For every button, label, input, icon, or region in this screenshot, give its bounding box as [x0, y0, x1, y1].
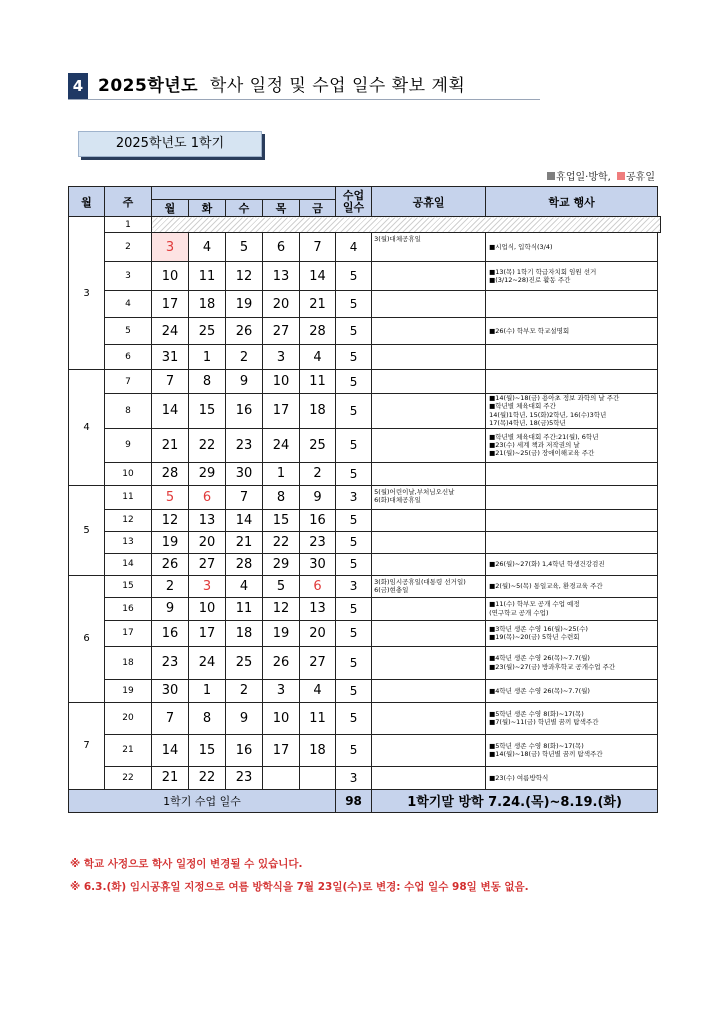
holiday-cell: [372, 620, 486, 646]
day-cell: 28: [226, 553, 263, 575]
table-row: [69, 291, 661, 318]
events-cell: [486, 370, 658, 394]
events-cell: [486, 318, 658, 345]
day-cell: [263, 766, 300, 789]
day-cell: 15: [189, 734, 226, 766]
day-cell: 14: [152, 734, 189, 766]
day-cell: 18: [226, 620, 263, 646]
pre-semester-hatch: [152, 217, 661, 233]
week-cell: 20: [105, 702, 152, 734]
holiday-cell: [372, 462, 486, 485]
week-cell: 5: [105, 318, 152, 345]
table-row: [69, 531, 661, 553]
day-cell: 4: [226, 575, 263, 597]
day-cell: 6: [189, 485, 226, 509]
events-cell: [486, 345, 658, 370]
week-cell: 21: [105, 734, 152, 766]
day-cell: 19: [226, 291, 263, 318]
holiday-cell: [372, 553, 486, 575]
table-row: [69, 262, 661, 291]
events-cell: [486, 233, 658, 262]
day-cell: 10: [263, 702, 300, 734]
events-cell: [486, 531, 658, 553]
class-days-cell: 5: [336, 509, 372, 531]
event-item: ■5학년 생존 수영 8(화)~17(목): [489, 741, 584, 750]
week-cell: 8: [105, 394, 152, 429]
day-cell: 11: [226, 597, 263, 620]
month-cell: 4: [69, 370, 105, 486]
day-cell: 19: [263, 620, 300, 646]
note-1: ※ 학교 사정으로 학사 일정이 변경될 수 있습니다.: [70, 858, 303, 870]
events-cell: [486, 553, 658, 575]
holiday-cell: [372, 646, 486, 679]
day-cell: 6: [263, 233, 300, 262]
day-cell: 18: [189, 291, 226, 318]
day-cell: 18: [300, 734, 336, 766]
section-title-year: 2025학년도: [98, 76, 199, 96]
event-item: ■학년별 체육대회 주간: [489, 402, 556, 411]
day-cell: 3: [263, 679, 300, 702]
table-row: [69, 462, 661, 485]
week-cell: 16: [105, 597, 152, 620]
event-item: ■13(목) 1학기 학급자치회 임원 선거: [489, 267, 597, 276]
class-days-cell: 5: [336, 262, 372, 291]
week-cell: 2: [105, 233, 152, 262]
event-item: ■26(월)~27(화) 1,4학년 학생건강검진: [489, 560, 605, 569]
day-cell: 16: [226, 734, 263, 766]
table-row: [69, 575, 661, 597]
day-cell: 29: [263, 553, 300, 575]
day-cell: 22: [263, 531, 300, 553]
table-row: [69, 620, 661, 646]
event-item: ■2(월)~5(목) 통일교육, 환경교육 주간: [489, 582, 603, 591]
month-cell: 7: [69, 702, 105, 789]
events-cell: [486, 509, 658, 531]
day-cell: 16: [152, 620, 189, 646]
holiday-cell: [372, 370, 486, 394]
day-cell: 3: [189, 575, 226, 597]
day-cell: 7: [226, 485, 263, 509]
holiday-cell: [372, 766, 486, 789]
table-row: [69, 394, 661, 429]
day-cell: 17: [189, 620, 226, 646]
day-cell: 25: [300, 428, 336, 462]
holiday-cell: [372, 318, 486, 345]
event-item: ■4학년 생존 수영 26(목)~7.7(월): [489, 654, 590, 663]
table-row: [69, 233, 661, 262]
day-cell: 7: [152, 370, 189, 394]
holiday-cell: 3(월)대체공휴일: [372, 233, 486, 262]
day-cell: 12: [263, 597, 300, 620]
week-cell: 19: [105, 679, 152, 702]
week-cell: 7: [105, 370, 152, 394]
day-cell: 11: [300, 370, 336, 394]
event-item: ■5학년 생존 수영 8(화)~17(목): [489, 709, 584, 718]
class-days-cell: 3: [336, 575, 372, 597]
day-cell: 12: [226, 262, 263, 291]
day-cell: 12: [152, 509, 189, 531]
table-row: [69, 428, 661, 462]
day-cell: 23: [226, 766, 263, 789]
day-cell: 8: [189, 370, 226, 394]
note-2: ※ 6.3.(화) 임시공휴일 지정으로 여름 방학식을 7월 23일(수)로 변경: 수업 일수 98일 변동 없음.: [70, 881, 529, 893]
holiday-cell: 5(월)어린이날,부처님오신날 6(화)대체공휴일: [372, 485, 486, 509]
day-cell: 9: [226, 702, 263, 734]
table-row: [69, 766, 661, 789]
month-cell: 6: [69, 575, 105, 702]
day-cell: 23: [226, 428, 263, 462]
week-cell: 1: [105, 217, 152, 233]
events-cell: [486, 646, 658, 679]
day-cell: 28: [152, 462, 189, 485]
day-cell: 5: [152, 485, 189, 509]
day-cell: 26: [263, 646, 300, 679]
day-cell: 4: [300, 345, 336, 370]
class-days-cell: 3: [336, 766, 372, 789]
week-cell: 17: [105, 620, 152, 646]
event-item: ■14(월)~18(금) 용아초 정보 과학의 날 주간: [489, 394, 620, 402]
day-cell: 23: [300, 531, 336, 553]
day-cell: 16: [226, 394, 263, 429]
table-row: [69, 318, 661, 345]
day-cell: 14: [226, 509, 263, 531]
semester-days-total: 98: [336, 789, 372, 812]
day-cell: 27: [300, 646, 336, 679]
header-day: 화: [189, 200, 226, 217]
holiday-cell: [372, 531, 486, 553]
day-cell: 4: [189, 233, 226, 262]
table-row: [69, 509, 661, 531]
day-cell: 21: [152, 766, 189, 789]
class-days-cell: 5: [336, 370, 372, 394]
day-cell: 7: [152, 702, 189, 734]
semester-label: 2025학년도 1학기: [78, 131, 262, 157]
day-cell: 10: [189, 597, 226, 620]
class-days-cell: 5: [336, 646, 372, 679]
day-cell: 3: [263, 345, 300, 370]
day-cell: 24: [152, 318, 189, 345]
event-item: 17(목)4학년, 18(금)5학년: [489, 419, 566, 428]
holiday-cell: 3(화)임시공휴일(대통령 선거일) 6(금)현충일: [372, 575, 486, 597]
event-item: 14(월)1학년, 15(화)2학년, 16(수)3학년: [489, 410, 607, 419]
event-item: ■23(월)~27(금) 방과후학교 공개수업 주간: [489, 662, 616, 671]
event-item: ■21(월)~25(금) 장애이해교육 주간: [489, 449, 595, 458]
day-cell: 14: [300, 262, 336, 291]
day-cell: 21: [226, 531, 263, 553]
section-title: [98, 75, 465, 97]
week-cell: 9: [105, 428, 152, 462]
header-month: 월: [69, 187, 105, 217]
holiday-cell: [372, 428, 486, 462]
section-number: 4: [68, 73, 88, 99]
day-cell: 20: [189, 531, 226, 553]
events-cell: [486, 485, 658, 509]
day-cell: 14: [152, 394, 189, 429]
day-cell: 7: [300, 233, 336, 262]
holiday-cell: [372, 702, 486, 734]
events-cell: [486, 428, 658, 462]
day-cell: 29: [189, 462, 226, 485]
day-cell: 9: [226, 370, 263, 394]
day-cell: 19: [152, 531, 189, 553]
class-days-cell: 5: [336, 553, 372, 575]
day-cell: 6: [300, 575, 336, 597]
header-days-group: [152, 187, 336, 200]
week-cell: 13: [105, 531, 152, 553]
events-cell: [486, 262, 658, 291]
event-item: ■학년별 체육대회 주간:21(월), 6학년: [489, 432, 599, 441]
class-days-cell: 5: [336, 394, 372, 429]
events-cell: [486, 575, 658, 597]
day-cell: 24: [263, 428, 300, 462]
events-cell: [486, 702, 658, 734]
event-item: (연구학교 공개 수업): [489, 608, 549, 617]
day-cell: 17: [263, 394, 300, 429]
public-holiday-swatch-icon: [617, 172, 625, 180]
day-cell: 13: [300, 597, 336, 620]
week-cell: 6: [105, 345, 152, 370]
day-cell: 23: [152, 646, 189, 679]
event-item: ■14(월)~18(금) 학년별 꿈끼 탐색주간: [489, 750, 603, 759]
day-cell: 21: [300, 291, 336, 318]
header-day: 목: [263, 200, 300, 217]
week-cell: 11: [105, 485, 152, 509]
holiday-cell: [372, 262, 486, 291]
day-cell: 25: [226, 646, 263, 679]
day-cell: 11: [300, 702, 336, 734]
day-cell: 21: [152, 428, 189, 462]
table-row: [69, 679, 661, 702]
week-cell: 22: [105, 766, 152, 789]
day-cell: 30: [300, 553, 336, 575]
day-cell: 1: [189, 679, 226, 702]
class-days-cell: 5: [336, 291, 372, 318]
section-title-rest: 학사 일정 및 수업 일수 확보 계획: [209, 76, 466, 96]
header-events: 학교 행사: [486, 187, 658, 217]
holiday-cell: [372, 345, 486, 370]
events-cell: [486, 766, 658, 789]
day-cell: 20: [300, 620, 336, 646]
table-row: [69, 553, 661, 575]
table-row: [69, 702, 661, 734]
holiday-cell: [372, 734, 486, 766]
day-cell: 2: [300, 462, 336, 485]
month-cell: 5: [69, 485, 105, 575]
class-days-cell: 3: [336, 485, 372, 509]
class-days-cell: 5: [336, 345, 372, 370]
holiday-cell: [372, 394, 486, 429]
holiday-cell: [372, 679, 486, 702]
event-item: ■23(수) 여름방학식: [489, 773, 549, 782]
day-cell: 4: [300, 679, 336, 702]
section-header: [68, 73, 540, 100]
class-days-cell: 5: [336, 318, 372, 345]
semester-days-label: 1학기 수업 일수: [69, 789, 336, 812]
table-row: [69, 485, 661, 509]
header-day: 금: [300, 200, 336, 217]
day-cell: 13: [189, 509, 226, 531]
events-cell: [486, 679, 658, 702]
week-cell: 12: [105, 509, 152, 531]
day-cell: 3: [152, 233, 189, 262]
day-cell: 27: [263, 318, 300, 345]
header-count: 수업 일수: [336, 187, 372, 217]
day-cell: 28: [300, 318, 336, 345]
header-day: 월: [152, 200, 189, 217]
event-item: ■23(수) 세계 책과 저작권의 날: [489, 441, 580, 450]
event-item: ■26(수) 학부모 학교설명회: [489, 326, 570, 335]
day-cell: 27: [189, 553, 226, 575]
day-cell: 22: [189, 428, 226, 462]
day-cell: 10: [152, 262, 189, 291]
class-days-cell: 5: [336, 702, 372, 734]
day-cell: 25: [189, 318, 226, 345]
class-days-cell: 5: [336, 620, 372, 646]
week-cell: 14: [105, 553, 152, 575]
vacation-period: 1학기말 방학 7.24.(목)~8.19.(화): [372, 789, 658, 812]
event-item: ■4학년 생존 수영 26(목)~7.7(월): [489, 686, 590, 695]
holiday-cell: [372, 509, 486, 531]
day-cell: 2: [226, 679, 263, 702]
events-cell: [486, 597, 658, 620]
event-item: ■시업식, 입학식(3/4): [489, 242, 553, 251]
class-days-cell: 5: [336, 428, 372, 462]
day-cell: 18: [300, 394, 336, 429]
day-cell: 15: [263, 509, 300, 531]
events-cell: [486, 734, 658, 766]
table-row: [69, 597, 661, 620]
week-cell: 3: [105, 262, 152, 291]
table-row: [69, 370, 661, 394]
legend-public-holiday: 공휴일: [626, 172, 655, 183]
class-days-cell: 5: [336, 679, 372, 702]
class-days-cell: 5: [336, 531, 372, 553]
day-cell: 26: [226, 318, 263, 345]
day-cell: 11: [189, 262, 226, 291]
day-cell: [300, 766, 336, 789]
class-days-cell: 5: [336, 734, 372, 766]
legend: [547, 168, 655, 183]
week-cell: 18: [105, 646, 152, 679]
events-cell: [486, 394, 658, 429]
schedule-table: [68, 186, 661, 813]
event-item: ■3학년 생존 수영 16(월)~25(수): [489, 624, 588, 633]
class-days-cell: 5: [336, 597, 372, 620]
day-cell: 5: [263, 575, 300, 597]
day-cell: 2: [226, 345, 263, 370]
notes: [70, 853, 529, 899]
events-cell: [486, 620, 658, 646]
holiday-cell: [372, 291, 486, 318]
holiday-cell: [372, 597, 486, 620]
week-cell: 4: [105, 291, 152, 318]
class-days-cell: 5: [336, 462, 372, 485]
day-cell: 9: [152, 597, 189, 620]
table-row: [69, 734, 661, 766]
table-row: [69, 345, 661, 370]
day-cell: 13: [263, 262, 300, 291]
day-cell: 20: [263, 291, 300, 318]
day-cell: 26: [152, 553, 189, 575]
day-cell: 2: [152, 575, 189, 597]
class-days-cell: 4: [336, 233, 372, 262]
day-cell: 30: [152, 679, 189, 702]
day-cell: 30: [226, 462, 263, 485]
week-cell: 10: [105, 462, 152, 485]
header-holidays: 공휴일: [372, 187, 486, 217]
event-item: ■11(수) 학부모 공개 수업 예정: [489, 600, 580, 609]
header-day: 수: [226, 200, 263, 217]
day-cell: 1: [263, 462, 300, 485]
header-week: 주: [105, 187, 152, 217]
holiday-swatch-icon: [547, 172, 555, 180]
day-cell: 8: [189, 702, 226, 734]
day-cell: 22: [189, 766, 226, 789]
legend-holiday: 휴업일·방학,: [556, 172, 611, 183]
events-cell: [486, 462, 658, 485]
day-cell: 31: [152, 345, 189, 370]
event-item: ■19(목)~20(금) 5학년 수련회: [489, 633, 580, 642]
day-cell: 1: [189, 345, 226, 370]
day-cell: 15: [189, 394, 226, 429]
day-cell: 9: [300, 485, 336, 509]
table-row: [69, 646, 661, 679]
day-cell: 17: [152, 291, 189, 318]
day-cell: 5: [226, 233, 263, 262]
events-cell: [486, 291, 658, 318]
table-row: [69, 217, 661, 233]
day-cell: 16: [300, 509, 336, 531]
event-item: ■7(월)~11(금) 학년별 꿈끼 탐색주간: [489, 718, 599, 727]
day-cell: 17: [263, 734, 300, 766]
event-item: ■(3/12~28)진로 활동 주간: [489, 276, 571, 284]
week-cell: 15: [105, 575, 152, 597]
day-cell: 8: [263, 485, 300, 509]
month-cell: 3: [69, 217, 105, 370]
day-cell: 24: [189, 646, 226, 679]
day-cell: 10: [263, 370, 300, 394]
